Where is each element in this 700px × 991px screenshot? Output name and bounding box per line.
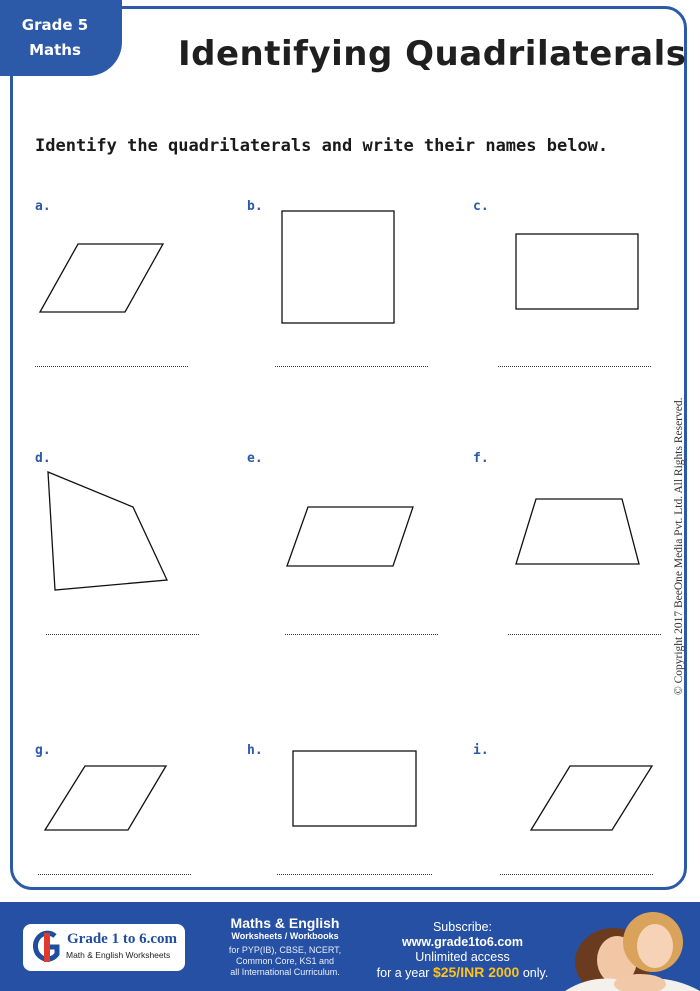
promo-line: for PYP(IB), CBSE, NCERT, bbox=[228, 945, 342, 955]
instruction-text: Identify the quadrilaterals and write their names below. bbox=[35, 136, 609, 156]
answer-line-e[interactable] bbox=[285, 634, 438, 635]
shape-c-rectangle bbox=[516, 234, 638, 309]
shape-i-rhombus bbox=[531, 766, 652, 830]
answer-line-a[interactable] bbox=[35, 366, 188, 367]
question-label-a: a. bbox=[35, 199, 51, 214]
price-value: $25/INR 2000 bbox=[432, 964, 520, 980]
question-label-f: f. bbox=[473, 451, 489, 466]
answer-line-b[interactable] bbox=[275, 366, 428, 367]
subscribe-block[interactable] bbox=[365, 920, 560, 981]
promo-heading: Maths & English bbox=[230, 915, 340, 931]
question-label-e: e. bbox=[247, 451, 263, 466]
promo-line: Common Core, KS1 and bbox=[235, 956, 335, 966]
answer-line-i[interactable] bbox=[500, 874, 653, 875]
answer-line-g[interactable] bbox=[38, 874, 191, 875]
subscribe-url[interactable]: www.grade1to6.com bbox=[401, 935, 524, 949]
answer-line-c[interactable] bbox=[498, 366, 651, 367]
price-suffix: only. bbox=[522, 966, 549, 980]
promo-subheading: Worksheets / Workbooks bbox=[231, 931, 339, 941]
grade-label: Grade 5 bbox=[21, 16, 89, 34]
subject-label: Maths bbox=[29, 41, 81, 59]
logo-subtitle: Math & English Worksheets bbox=[66, 950, 171, 960]
shape-a-rhombus bbox=[40, 244, 163, 312]
answer-line-d[interactable] bbox=[46, 634, 199, 635]
question-label-c: c. bbox=[473, 199, 489, 214]
site-logo[interactable] bbox=[23, 924, 185, 971]
shape-g-rhombus bbox=[45, 766, 166, 830]
copyright-notice: © Copyright 2017 BeeOne Media Pvt. Ltd. All Rights Reserved. bbox=[673, 397, 685, 695]
question-label-b: b. bbox=[247, 199, 263, 214]
subscribe-label: Subscribe: bbox=[432, 920, 493, 934]
question-label-g: g. bbox=[35, 743, 51, 758]
price-line bbox=[365, 965, 560, 981]
shape-f-trapezium bbox=[516, 499, 639, 564]
subscribe-access: Unlimited access bbox=[415, 950, 510, 964]
promo-block bbox=[210, 916, 360, 978]
shape-h-rectangle bbox=[293, 751, 416, 826]
question-label-i: i. bbox=[473, 743, 489, 758]
logo-g-icon bbox=[33, 930, 61, 964]
footer-banner[interactable] bbox=[0, 902, 700, 991]
promo-line: all International Curriculum. bbox=[230, 967, 340, 977]
shape-d-quadrilateral bbox=[48, 472, 167, 590]
logo-title: Grade 1 to 6.com bbox=[67, 931, 177, 947]
shape-b-square bbox=[282, 211, 394, 323]
page-title: Identifying Quadrilaterals bbox=[178, 34, 687, 74]
shape-e-parallelogram bbox=[287, 507, 413, 566]
mother-child-photo bbox=[555, 902, 700, 991]
price-prefix: for a year bbox=[376, 966, 430, 980]
answer-line-h[interactable] bbox=[277, 874, 432, 875]
question-label-h: h. bbox=[247, 743, 263, 758]
answer-line-f[interactable] bbox=[508, 634, 661, 635]
question-label-d: d. bbox=[35, 451, 51, 466]
